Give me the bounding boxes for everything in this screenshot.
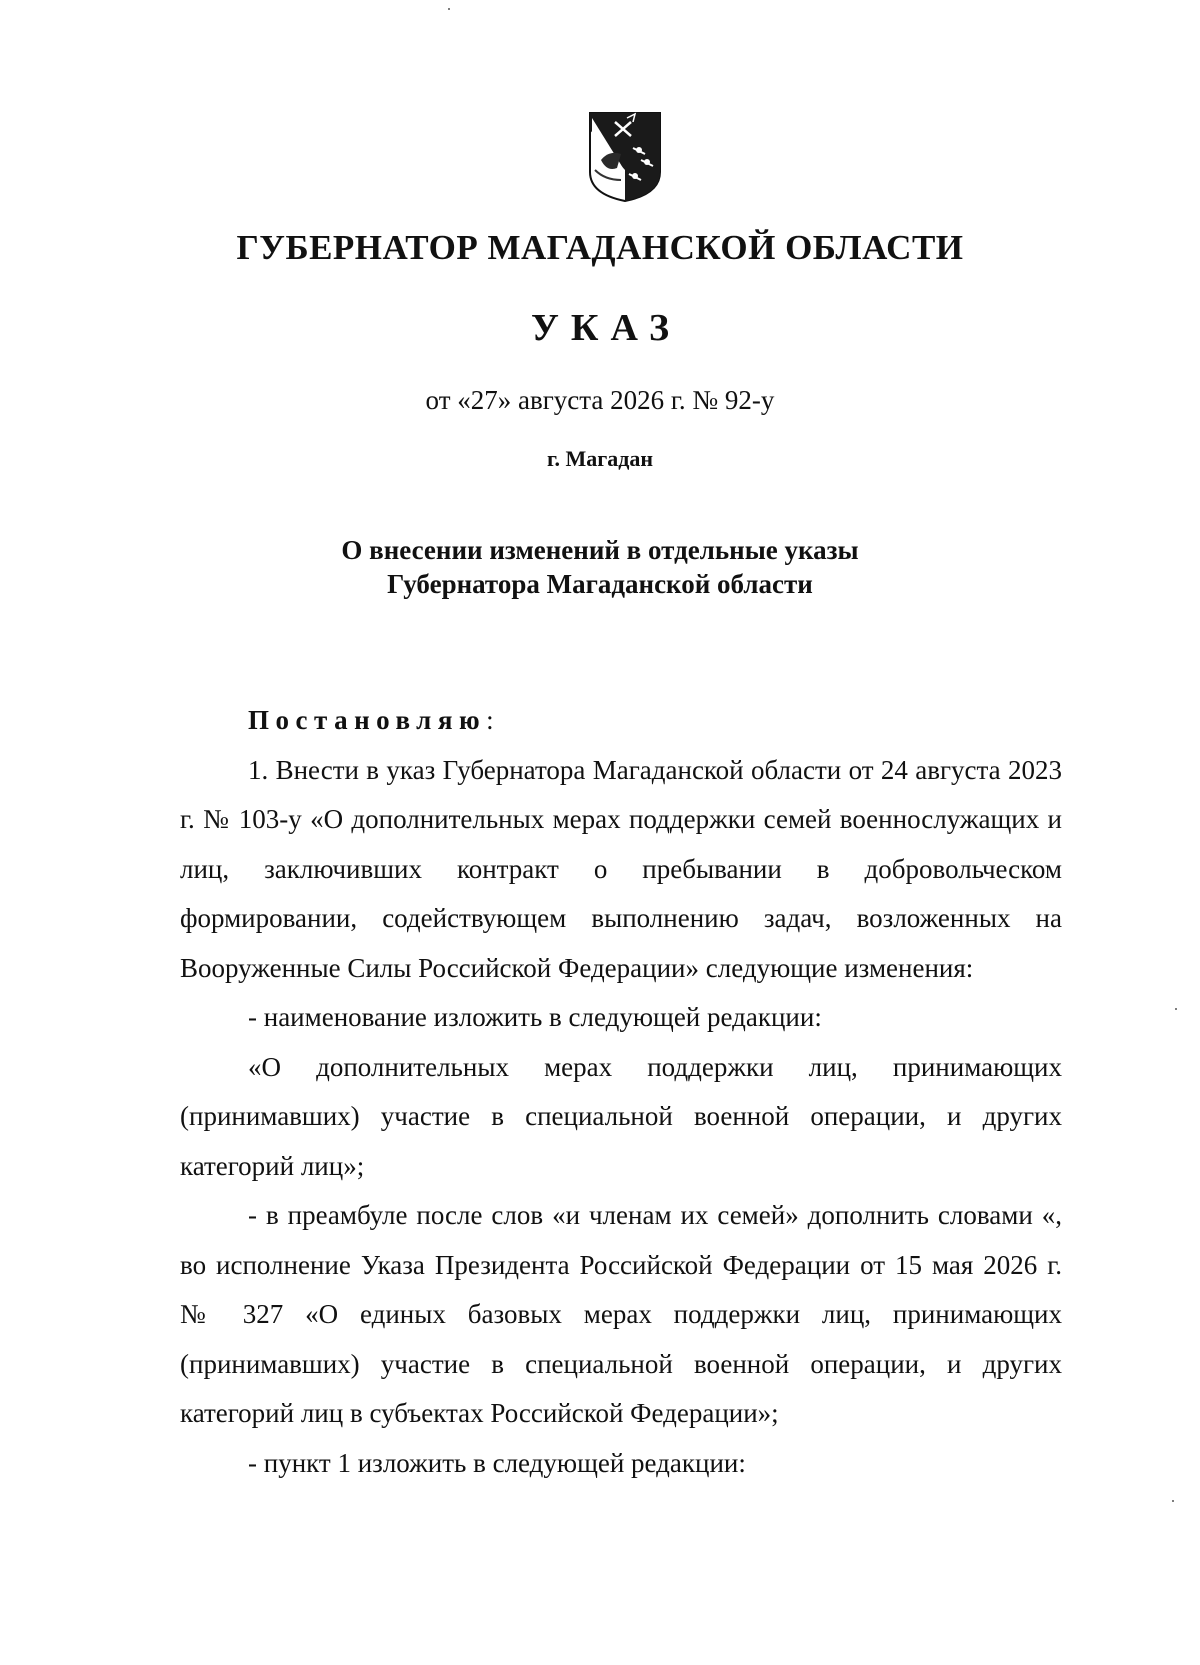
decree-heading bbox=[180, 696, 1062, 746]
scan-speck bbox=[448, 8, 450, 10]
body-paragraph: - в преамбуле после слов «и членам их семей» дополнить словами «, во исполнение Указа Президента Российской Федерации от 15 мая 2026 г. № 327 «О единых базовых мерах поддержки лиц, принимающих (принимавших) участие в специальной военной операции, и других категорий лиц в субъектах Российской Федерации»; bbox=[180, 1200, 1062, 1428]
decree-colon: : bbox=[486, 705, 494, 735]
body-paragraph: - наименование изложить в следующей редакции: bbox=[248, 1002, 822, 1032]
document-city: г. Магадан bbox=[546, 446, 654, 471]
subject-line: О внесении изменений в отдельные указы bbox=[341, 535, 859, 565]
document-date-number: от «27» августа 2026 г. № 92-у bbox=[425, 385, 775, 415]
issuing-authority: ГУБЕРНАТОР МАГАДАНСКОЙ ОБЛАСТИ bbox=[236, 228, 964, 267]
document-subject bbox=[0, 533, 1200, 601]
body-paragraph: 1. Внести в указ Губернатора Магаданской области от 24 августа 2023 г. № 103-у «О дополнительных мерах поддержки семей военнослужащих и лиц, заключивших контракт о пребывании в добровольческом формировании, содействующем выполнению задач, возложенных на Вооруженные Силы Российской Федерации» следующие изменения: bbox=[180, 754, 1062, 983]
document-body bbox=[180, 696, 1062, 1488]
document-type: УКАЗ bbox=[531, 307, 681, 349]
scan-speck bbox=[1172, 1500, 1174, 1502]
body-paragraph: «О дополнительных мерах поддержки лиц, принимающих (принимавших) участие в специальной военной операции, и других категорий лиц»; bbox=[180, 1051, 1062, 1181]
subject-line: Губернатора Магаданской области bbox=[387, 569, 813, 599]
scan-speck bbox=[1175, 1008, 1177, 1010]
coat-of-arms-icon bbox=[587, 110, 663, 204]
decree-word: Постановляю bbox=[248, 705, 487, 735]
body-paragraph: - пункт 1 изложить в следующей редакции: bbox=[248, 1447, 746, 1478]
